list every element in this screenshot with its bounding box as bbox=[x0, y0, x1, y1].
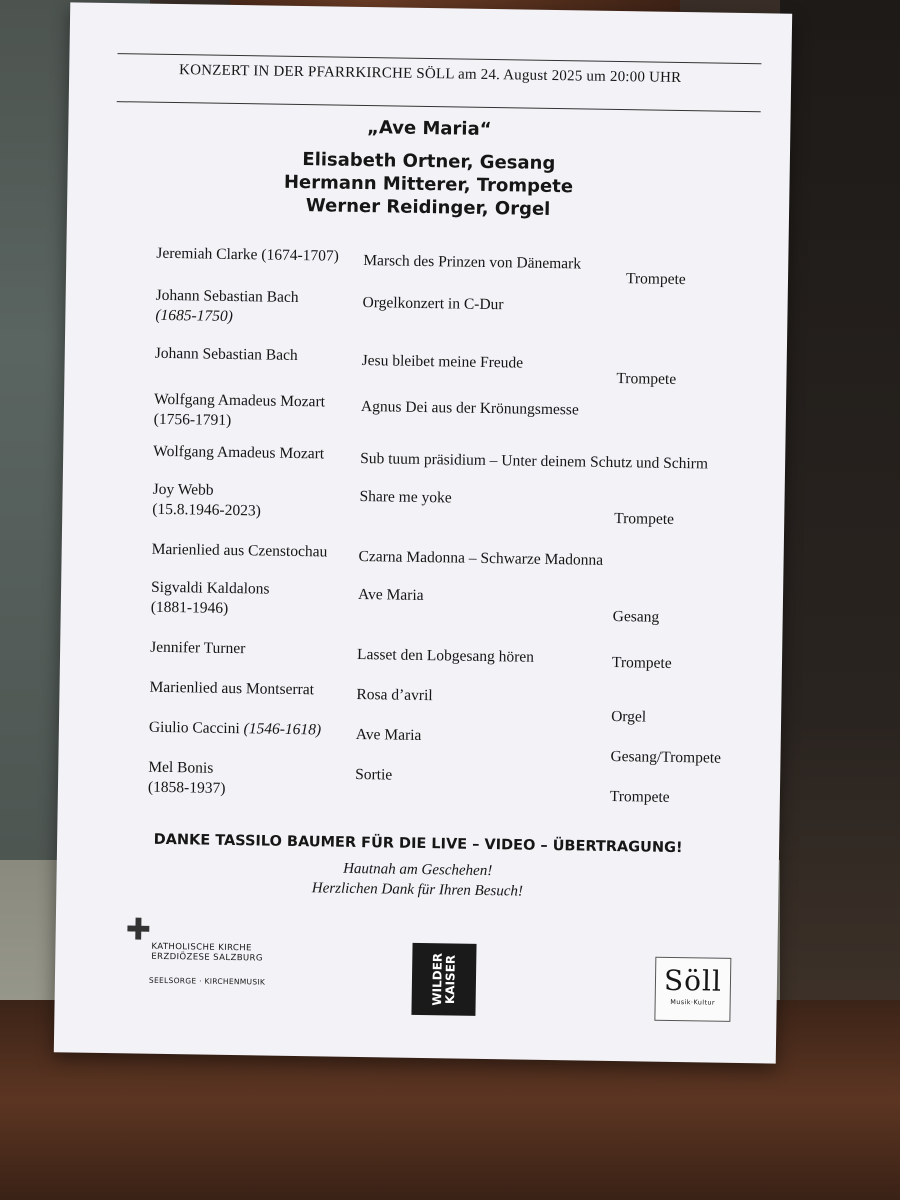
kirche-subtitle: SEELSORGE · KIRCHENMUSIK bbox=[148, 975, 266, 987]
program-row bbox=[63, 440, 785, 473]
kirche-logo bbox=[125, 915, 306, 998]
program-composer bbox=[156, 244, 366, 267]
program-composer bbox=[155, 344, 365, 367]
program-piece: Lasset den Lobgesang hören bbox=[356, 645, 535, 666]
program-row bbox=[60, 636, 782, 672]
program-row bbox=[63, 478, 785, 528]
header-rule-bottom bbox=[117, 101, 761, 112]
program-row bbox=[65, 342, 787, 388]
program-piece: Marsch des Prinzen von Dänemark bbox=[363, 252, 582, 273]
composer-name: Johann Sebastian Bach bbox=[154, 344, 298, 365]
program-piece: Sortie bbox=[355, 765, 393, 784]
kirche-line1: KATHOLISCHE KIRCHE bbox=[151, 941, 252, 954]
composer-name: Joy Webb bbox=[152, 480, 214, 499]
program-composer bbox=[154, 390, 365, 433]
program-instrument: Trompete bbox=[625, 270, 686, 289]
soell-wordmark: Söll bbox=[663, 963, 723, 998]
wilder-line1: WILDER bbox=[429, 952, 445, 1006]
composer-name: Sigvaldi Kaldalons bbox=[150, 578, 270, 598]
program-row bbox=[61, 576, 783, 626]
composer-dates: (1685-1750) bbox=[155, 306, 234, 325]
composer-dates: (1881-1946) bbox=[150, 598, 229, 617]
program-composer bbox=[149, 718, 359, 741]
closing-line: Hautnah am Geschehen! bbox=[343, 860, 493, 880]
program-row bbox=[64, 388, 786, 429]
program-composer bbox=[155, 286, 366, 329]
performers-list bbox=[67, 144, 790, 224]
soell-subtitle: Musik·Kultur bbox=[670, 997, 716, 1007]
program-piece: Agnus Dei aus der Krönungsmesse bbox=[360, 398, 579, 419]
composer-name: Marienlied aus Czenstochau bbox=[151, 540, 328, 561]
composer-dates: (1858-1937) bbox=[147, 778, 226, 797]
composer-dates: (1756-1791) bbox=[153, 410, 232, 429]
program-composer bbox=[148, 758, 359, 801]
composer-name: Wolfgang Amadeus Mozart bbox=[153, 390, 326, 411]
program-piece: Sub tuum präsidium – Unter deinem Schutz und Schirm bbox=[360, 450, 709, 473]
composer-name: Jeremiah Clarke (1674-1707) bbox=[156, 244, 339, 265]
composer-name: Jennifer Turner bbox=[150, 638, 246, 658]
performer: Werner Reidinger, Orgel bbox=[305, 195, 551, 220]
program-list bbox=[67, 242, 789, 806]
performer: Hermann Mitterer, Trompete bbox=[283, 171, 574, 198]
kirche-logo-text bbox=[151, 942, 263, 964]
program-composer bbox=[153, 442, 363, 465]
program-instrument: Orgel bbox=[611, 707, 647, 726]
composer-dates: (1546-1618) bbox=[243, 720, 322, 739]
program-composer bbox=[149, 678, 359, 701]
program-piece: Rosa d’avril bbox=[356, 685, 433, 705]
program-row bbox=[67, 242, 789, 289]
program-piece: Czarna Madonna – Schwarze Madonna bbox=[358, 547, 604, 569]
program-instrument: Trompete bbox=[611, 653, 672, 672]
program-piece: Orgelkonzert in C-Dur bbox=[362, 294, 504, 314]
cross-icon: ✚ bbox=[125, 913, 152, 947]
program-instrument: Trompete bbox=[609, 787, 670, 806]
soell-logo bbox=[654, 957, 731, 1022]
program-piece: Share me yoke bbox=[359, 488, 452, 507]
concert-program-sheet bbox=[54, 2, 792, 1063]
program-composer bbox=[151, 578, 362, 621]
composer-name: Marienlied aus Montserrat bbox=[149, 678, 315, 699]
concert-header: KONZERT IN DER PFARRKIRCHE SÖLL am 24. August 2025 um 20:00 UHR bbox=[178, 62, 682, 87]
composer-name: Mel Bonis bbox=[148, 758, 214, 777]
program-piece: Jesu bleibet meine Freude bbox=[361, 352, 524, 372]
kirche-line2: ERZDIÖZESE SALZBURG bbox=[151, 951, 263, 964]
composer-name: Wolfgang Amadeus Mozart bbox=[153, 442, 325, 463]
concert-title: „Ave Maria“ bbox=[366, 117, 492, 141]
composer-name: Johann Sebastian Bach bbox=[155, 286, 299, 307]
thanks-line: DANKE TASSILO BAUMER FÜR DIE LIVE – VIDEO – ÜBERTRAGUNG! bbox=[153, 831, 683, 857]
program-row bbox=[60, 676, 782, 726]
program-piece: Ave Maria bbox=[355, 725, 422, 744]
program-piece: Ave Maria bbox=[357, 585, 424, 605]
wilder-kaiser-logo bbox=[411, 943, 476, 1016]
program-composer bbox=[152, 480, 363, 523]
program-instrument: Trompete bbox=[616, 370, 677, 388]
closing-line: Herzlichen Dank für Ihren Besuch! bbox=[311, 880, 524, 900]
wilder-line2: KAISER bbox=[442, 954, 458, 1005]
program-instrument: Trompete bbox=[614, 510, 675, 528]
composer-name: Giulio Caccini bbox=[148, 718, 240, 738]
performer: Elisabeth Ortner, Gesang bbox=[302, 149, 556, 175]
composer-dates: (15.8.1946-2023) bbox=[152, 500, 261, 520]
program-row bbox=[62, 538, 784, 569]
program-composer bbox=[152, 540, 362, 563]
closing-lines bbox=[56, 854, 779, 905]
program-composer bbox=[150, 638, 360, 661]
program-instrument: Gesang bbox=[612, 607, 660, 626]
program-instrument: Gesang/Trompete bbox=[610, 747, 722, 767]
